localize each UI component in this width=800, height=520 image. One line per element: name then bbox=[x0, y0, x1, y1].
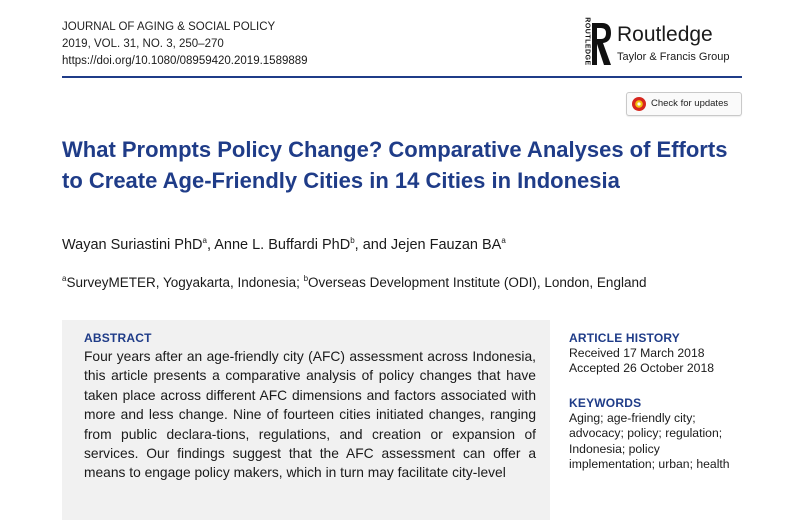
check-updates-label: Check for updates bbox=[651, 98, 729, 109]
publisher-name: Routledge bbox=[617, 23, 713, 46]
abstract-heading: ABSTRACT bbox=[84, 331, 152, 345]
author-list: Wayan Suriastini PhD$^a$, Anne L. Buffardi PhD$^b$, and Jejen Fauzan $BA^a$ bbox=[62, 236, 506, 253]
journal-name: JOURNAL OF AGING & SOCIAL POLICY bbox=[62, 21, 276, 33]
author-name[interactable]: Anne L. Buffardi PhD bbox=[214, 237, 351, 253]
check-for-updates-button[interactable] bbox=[626, 92, 742, 116]
affiliation-text: Overseas Development Institute (ODI), London, England bbox=[308, 275, 647, 290]
author-affil-mark: b bbox=[350, 236, 355, 245]
author-affil-mark: a bbox=[501, 236, 506, 245]
author-affil-mark: a bbox=[202, 236, 207, 245]
keywords-heading: KEYWORDS bbox=[569, 396, 642, 410]
author-name[interactable]: Wayan Suriastini PhD bbox=[62, 237, 203, 253]
journal-header bbox=[62, 19, 308, 70]
author-name[interactable]: Jejen Fauzan BA bbox=[390, 237, 502, 253]
routledge-glyph-icon bbox=[589, 20, 613, 68]
affil-mark: b bbox=[303, 274, 309, 283]
publisher-logo bbox=[577, 17, 747, 70]
check-updates-icon bbox=[631, 96, 647, 112]
journal-citation: 2019, VOL. 31, NO. 3, 250–270 bbox=[62, 38, 224, 50]
publisher-subtitle: Taylor & Francis Group bbox=[617, 51, 730, 63]
abstract-text: Four years after an age-friendly city (AFC) assessment across Indonesia, this article presents a comparative analysis of policy changes that have taken place across different AFC dimensions and factors associated with more and less change. Nine of fourteen cities initiated changes, ranging from public declara-tions, regulations, and creation or expansion of services. Our findings suggest that the AFC assessment can offer a means to engage policy makers, which in turn may facilitate city-level bbox=[84, 349, 536, 481]
affiliations bbox=[62, 275, 646, 290]
publisher-vertical-text: ROUTLEDGE bbox=[583, 17, 591, 66]
received-date: Received 17 March 2018 bbox=[569, 346, 705, 361]
article-history bbox=[569, 331, 749, 377]
keywords-section bbox=[569, 396, 741, 472]
affiliation-text: SurveyMETER, Yogyakarta, Indonesia; bbox=[66, 275, 304, 290]
header-divider bbox=[62, 76, 742, 78]
doi-link[interactable]: https://doi.org/10.1080/08959420.2019.1589889 bbox=[62, 55, 308, 67]
keywords-text: Aging; age-friendly city; advocacy; policy; regulation; Indonesia; policy implementation; urban; health bbox=[569, 411, 730, 471]
affil-mark: a bbox=[62, 274, 67, 283]
accepted-date: Accepted 26 October 2018 bbox=[569, 361, 714, 376]
article-title: What Prompts Policy Change? Comparative Analyses of Efforts to Create Age-Friendly Cities in 14 Cities in Indonesia bbox=[62, 137, 728, 193]
article-history-heading: ARTICLE HISTORY bbox=[569, 331, 681, 345]
